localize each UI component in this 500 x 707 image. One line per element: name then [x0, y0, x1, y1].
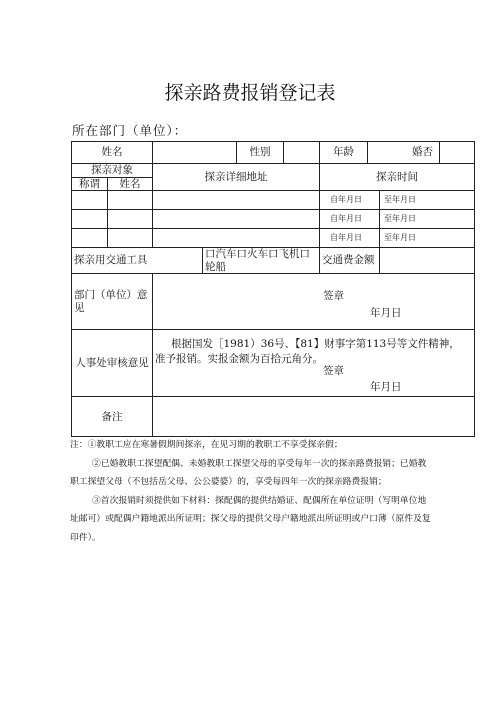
transport-row: [72, 248, 475, 274]
personal-info-row: [72, 142, 475, 164]
from-date[interactable]: 自年月日: [320, 229, 380, 248]
to-date[interactable]: 至年月日: [380, 229, 475, 248]
to-date[interactable]: 至年月日: [380, 210, 475, 229]
relative-name-field[interactable]: [108, 210, 153, 229]
seal-label: 签章: [323, 290, 344, 303]
remarks-row: [72, 397, 475, 437]
age-label: 年龄: [320, 142, 368, 164]
visit-target-label: 探亲对象: [72, 164, 153, 178]
married-label: 婚否: [368, 142, 440, 164]
remarks-field[interactable]: [153, 397, 475, 437]
hr-opinion-field[interactable]: [153, 330, 475, 397]
date-label: 年月日: [370, 307, 402, 320]
relation-field[interactable]: [72, 191, 108, 210]
date-label: 年月日: [370, 381, 402, 394]
name-field[interactable]: [153, 142, 237, 164]
reimbursement-form-table: [71, 141, 475, 437]
note-item: 注：①教职工应在寒暑假期间探亲，在见习期的教职工不享受探亲假；: [70, 440, 343, 450]
from-date[interactable]: 自年月日: [320, 210, 380, 229]
department-label: 所在部门（单位）：: [72, 123, 188, 138]
fee-field[interactable]: [380, 248, 475, 274]
relation-field[interactable]: [72, 210, 108, 229]
visit-time-label: 探亲时间: [320, 164, 475, 191]
seal-label: 签章: [323, 365, 344, 378]
relation-label: 称谓: [72, 177, 108, 191]
married-field[interactable]: [440, 142, 475, 164]
dept-opinion-field[interactable]: [153, 274, 475, 330]
relative-row: [72, 229, 475, 248]
remarks-label: 备注: [72, 397, 153, 437]
relative-row: [72, 210, 475, 229]
address-field[interactable]: [153, 229, 320, 248]
relative-name-field[interactable]: [108, 229, 153, 248]
address-field[interactable]: [153, 191, 320, 210]
form-title: 探亲路费报销登记表: [164, 82, 336, 104]
address-label: 探亲详细地址: [153, 164, 320, 191]
transport-options[interactable]: 口汽车口火车口飞机口轮船: [203, 248, 320, 274]
relation-field[interactable]: [72, 229, 108, 248]
name-label: 姓名: [72, 142, 153, 164]
relative-name-label: 姓名: [108, 177, 153, 191]
from-date[interactable]: 自年月日: [320, 191, 380, 210]
relative-name-field[interactable]: [108, 191, 153, 210]
address-field[interactable]: [153, 210, 320, 229]
hr-opinion-label: 人事处审核意见: [72, 330, 153, 397]
hr-notice: 根据国发［1981）36号、【81】财事字第113号等文件精神，准予报销。实报金额为百拾元角分。: [155, 338, 460, 366]
transport-label: 探亲用交通工具: [72, 248, 203, 274]
note-item: ③首次报销时须提供如下材料：探配偶的提供结婚证、配偶所在单位证明（写明单位地址邮可）或配偶户籍地派出所证明；探父母的提供父母户籍地派出所证明或户口薄（原件及复印件）。: [70, 495, 431, 543]
header-row-1: [72, 164, 475, 178]
notes-section: [70, 436, 435, 547]
relative-row: [72, 191, 475, 210]
fee-label: 交通费金额: [320, 248, 380, 274]
gender-label: 性别: [237, 142, 284, 164]
gender-field[interactable]: [284, 142, 320, 164]
dept-opinion-label: 部门（单位）意见: [72, 274, 153, 330]
dept-opinion-row: [72, 274, 475, 330]
hr-opinion-row: [72, 330, 475, 397]
to-date[interactable]: 至年月日: [380, 191, 475, 210]
note-item: ②已婚教职工探望配偶、未婚教职工探望父母的享受每年一次的探亲路费报销；已婚教职工探望父母（不包括岳父母、公公婆婆）的，享受每四年一次的探亲路费报销；: [70, 458, 427, 487]
